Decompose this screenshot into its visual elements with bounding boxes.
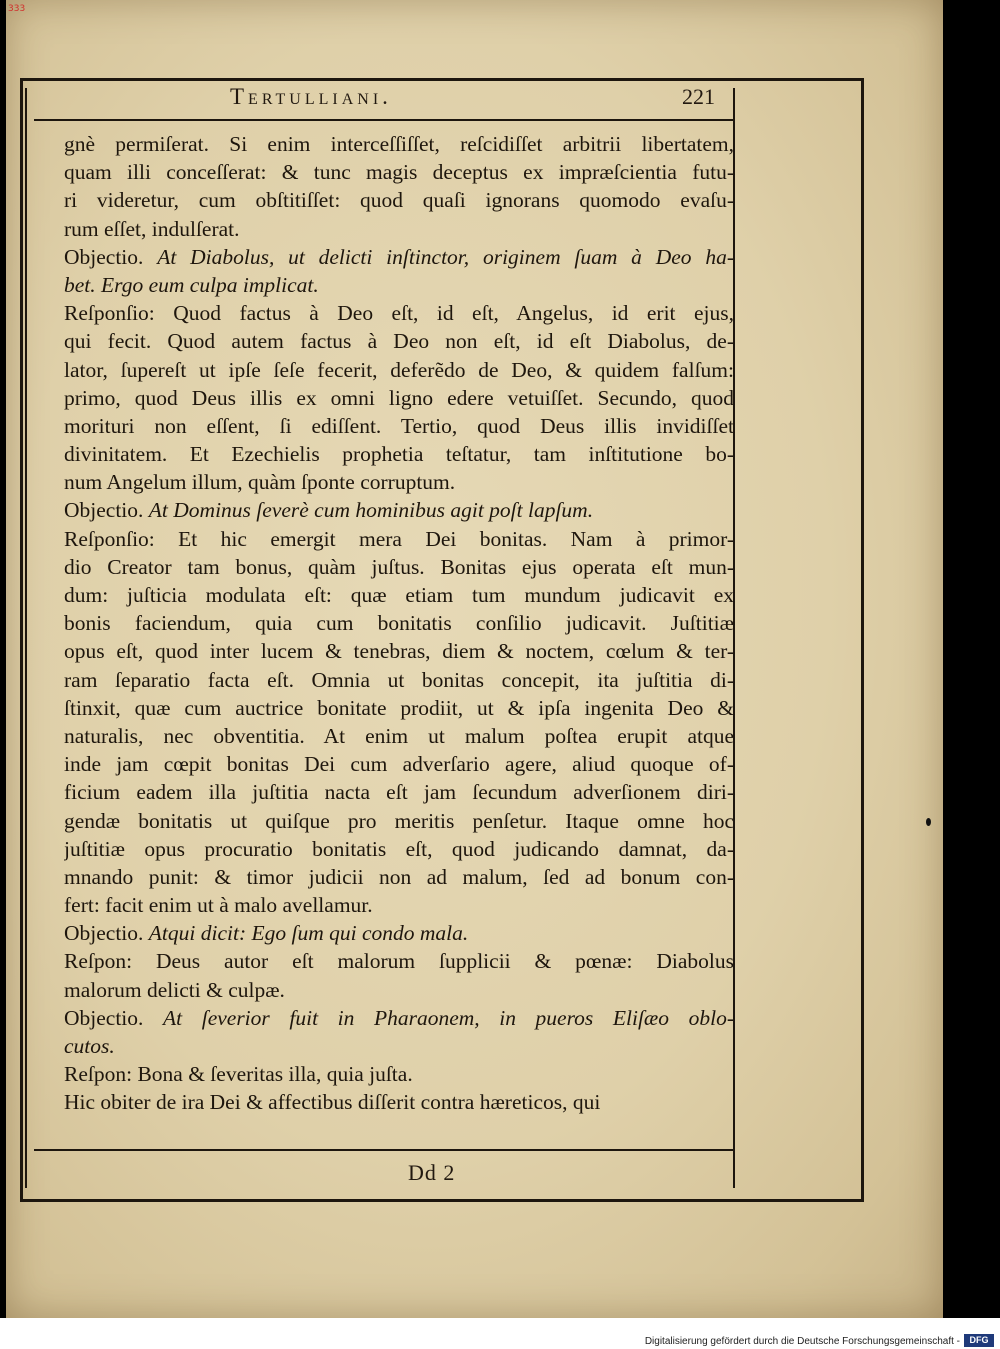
text-line bbox=[64, 299, 734, 327]
text-segment: qui fecit. Quod autem factus à Deo non eſt, id eſt Diabolus, de- bbox=[64, 329, 734, 354]
text-segment: ri videretur, cum obſtitiſſet: quod quaſi ignorans quomodo evaſu- bbox=[64, 188, 734, 213]
text-segment: Reſpon: Bona & ſeveritas illa, quia juſta. bbox=[64, 1062, 413, 1087]
text-segment: primo, quod Deus illis ex omni ligno edere vetuiſſet. Secundo, quod bbox=[64, 385, 734, 410]
text-segment: dum: juſticia modulata eſt: quæ etiam tum mundum judicavit ex bbox=[64, 583, 734, 607]
text-line bbox=[64, 891, 734, 919]
text-line bbox=[64, 637, 734, 665]
paragraph bbox=[64, 1060, 734, 1088]
italic-segment: bet. Ergo eum culpa implicat. bbox=[64, 272, 319, 297]
text-segment: num Angelum illum, quàm ſponte corruptum. bbox=[64, 470, 456, 495]
dfg-logo: DFG bbox=[964, 1334, 994, 1347]
running-title: Tertulliani. bbox=[230, 84, 392, 109]
text-segment: mnando punit: & timor judicii non ad malum, ſed ad bonum con- bbox=[64, 864, 734, 889]
text-line bbox=[64, 553, 734, 581]
italic-segment: Atqui dicit: Ego ſum qui condo mala. bbox=[148, 921, 469, 946]
text-line bbox=[64, 666, 734, 694]
paragraph bbox=[64, 496, 734, 524]
text-line bbox=[64, 609, 734, 637]
text-segment: bonis faciendum, quia cum bonitatis conſilio judicavit. Juſtitiæ bbox=[64, 611, 734, 636]
text-line bbox=[64, 1004, 734, 1032]
text-line bbox=[64, 243, 734, 271]
text-line bbox=[64, 750, 734, 778]
text-line bbox=[64, 215, 734, 243]
text-line bbox=[64, 271, 734, 299]
text-line bbox=[64, 835, 734, 863]
text-line bbox=[64, 468, 734, 496]
text-line bbox=[64, 778, 734, 806]
text-line bbox=[64, 440, 734, 468]
text-line bbox=[64, 356, 734, 384]
text-line bbox=[64, 525, 734, 553]
text-line bbox=[64, 186, 734, 214]
text-segment: naturalis, nec obventitia. At enim ut malum poſtea erupit atque bbox=[64, 723, 734, 748]
text-segment: ficium eadem illa juſtitia nacta eſt jam ſecundum adverſionem diri- bbox=[64, 780, 734, 805]
body-text bbox=[64, 130, 734, 1117]
text-line bbox=[64, 947, 734, 975]
ink-spot bbox=[926, 818, 931, 826]
text-segment: rum eſſet, indulſerat. bbox=[64, 216, 240, 241]
text-segment: Objectio. bbox=[64, 244, 158, 269]
text-segment: Reſponſio: Et hic emergit mera Dei bonitas. Nam à primor- bbox=[64, 526, 734, 551]
text-line bbox=[64, 581, 734, 609]
text-line bbox=[64, 130, 734, 158]
text-segment: morituri non eſſent, ſi ediſſent. Tertio, quod Deus illis invidiſſet bbox=[64, 413, 734, 438]
paragraph bbox=[64, 919, 734, 947]
text-segment: Objectio. bbox=[64, 498, 149, 523]
text-segment: inde jam cœpit bonitas Dei cum adverſario agere, aliud quoque of- bbox=[64, 752, 734, 777]
italic-segment: At Diabolus, ut delicti inſtinctor, originem ſuam à Deo ha- bbox=[157, 244, 734, 269]
italic-segment: cutos. bbox=[64, 1034, 115, 1058]
text-line bbox=[64, 694, 734, 722]
text-line bbox=[64, 919, 734, 947]
text-segment: dio Creator tam bonus, quàm juſtus. Bonitas ejus operata eſt mun- bbox=[64, 554, 734, 579]
funding-credit: Digitalisierung gefördert durch die Deutsche Forschungsgemeinschaft - bbox=[644, 1336, 960, 1347]
text-segment: Objectio. bbox=[64, 921, 149, 946]
paragraph bbox=[64, 947, 734, 1003]
signature-mark: Dd 2 bbox=[408, 1160, 456, 1185]
text-segment: Objectio. bbox=[64, 1005, 164, 1030]
text-segment: fert: facit enim ut à malo avellamur. bbox=[64, 893, 373, 918]
text-segment: ram ſeparatio facta eſt. Omnia ut bonitas concepit, ita juſtitia di- bbox=[64, 667, 734, 692]
paragraph bbox=[64, 1088, 734, 1116]
paragraph bbox=[64, 1004, 734, 1060]
left-rule bbox=[25, 88, 27, 1188]
text-line bbox=[64, 976, 734, 1004]
text-segment: lator, ſupereſt ut ipſe ſeſe fecerit, deferẽdo de Deo, & quidem falſum: bbox=[64, 357, 734, 382]
text-segment: Reſpon: Deus autor eſt malorum ſupplicii & pœnæ: Diabolus bbox=[64, 949, 734, 974]
text-line bbox=[64, 722, 734, 750]
text-line bbox=[64, 327, 734, 355]
text-segment: Reſponſio: Quod factus à Deo eſt, id eſt, Angelus, id erit ejus, bbox=[64, 301, 734, 326]
text-line bbox=[64, 863, 734, 891]
paragraph bbox=[64, 243, 734, 299]
text-segment: malorum delicti & culpæ. bbox=[64, 977, 285, 1002]
text-line bbox=[64, 807, 734, 835]
text-line bbox=[64, 412, 734, 440]
text-line bbox=[64, 1060, 734, 1088]
text-segment: Hic obiter de ira Dei & affectibus diſſerit contra hæreticos, qui bbox=[64, 1090, 601, 1115]
text-line bbox=[64, 496, 734, 524]
paragraph bbox=[64, 525, 734, 920]
text-segment: quam illi conceſſerat: & tunc magis deceptus ex impræſcientia futu- bbox=[64, 160, 734, 185]
paragraph bbox=[64, 299, 734, 496]
text-segment: ſtinxit, quæ cum auctrice bonitate prodiit, ut & ipſa ingenita Deo & bbox=[64, 695, 734, 720]
italic-segment: At Dominus ſeverè cum hominibus agit poſt lapſum. bbox=[148, 498, 594, 523]
text-segment: divinitatem. Et Ezechielis prophetia teſtatur, tam inſtitutione bo- bbox=[64, 442, 734, 467]
page-number: 221 bbox=[682, 84, 715, 109]
scan-marker: 333 bbox=[8, 4, 26, 14]
text-segment: gendæ bonitatis ut quiſque pro meritis penſetur. Itaque omne hoc bbox=[64, 808, 734, 833]
text-line bbox=[64, 1032, 734, 1060]
text-line bbox=[64, 158, 734, 186]
italic-segment: At ſeverior fuit in Pharaonem, in pueros Eliſæo oblo- bbox=[163, 1005, 734, 1030]
text-line bbox=[64, 1088, 734, 1116]
text-segment: gnè permiſerat. Si enim interceſſiſſet, reſcidiſſet arbitrii libertatem, bbox=[64, 132, 734, 156]
text-segment: juſtitiæ opus procuratio bonitatis eſt, quod judicando damnat, da- bbox=[64, 836, 734, 861]
paragraph bbox=[64, 130, 734, 243]
text-line bbox=[64, 384, 734, 412]
text-segment: opus eſt, quod inter lucem & tenebras, diem & noctem, cœlum & ter- bbox=[64, 639, 734, 664]
